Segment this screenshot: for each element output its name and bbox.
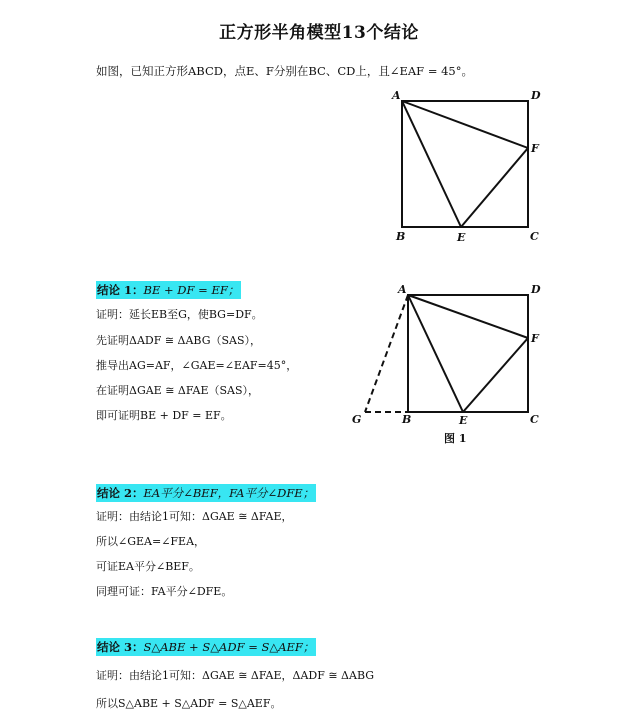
conclusion-1-formula: BE + DF = EF； <box>143 283 240 297</box>
figure-caption: 图 1 <box>444 432 467 445</box>
conclusion-2-line-2: 所以∠GEA=∠FEA， <box>96 535 206 548</box>
conclusion-1-line-3: 推导出AG=AF，∠GAE=∠EAF=45°， <box>96 359 298 372</box>
conclusion-1-heading <box>96 279 241 298</box>
label-f-2: F <box>531 332 539 345</box>
square-abcd-2 <box>408 295 528 412</box>
conclusion-1-label: 结论 1： <box>97 283 144 297</box>
intro-text: 如图，已知正方形ABCD，点E、F分别在BC、CD上，且∠EAF = 45°。 <box>96 64 473 78</box>
label-g-2: G <box>352 413 362 426</box>
label-b-1: B <box>396 230 406 243</box>
conclusion-3-label: 结论 3： <box>97 640 144 654</box>
conclusion-3-heading <box>96 636 316 655</box>
conclusion-2-heading <box>96 482 316 501</box>
conclusion-3-line-1: 证明：由结论1可知：ΔGAE ≅ ΔFAE，ΔADF ≅ ΔABG <box>96 669 375 682</box>
label-b-2: B <box>402 413 412 426</box>
label-d-2: D <box>531 283 541 296</box>
segment-ef-1 <box>461 148 528 227</box>
label-e-2: E <box>459 414 468 427</box>
page-title: 正方形半角模型13个结论 <box>219 23 419 43</box>
conclusion-1-line-2: 先证明ΔADF ≅ ΔABG（SAS）， <box>96 334 262 347</box>
conclusion-3-line-2: 所以S△ABE + S△ADF = S△AEF。 <box>96 697 282 710</box>
label-f-1: F <box>531 142 539 155</box>
figure-2 <box>365 295 528 412</box>
label-a-1: A <box>392 89 401 102</box>
conclusion-2-line-3: 可证EA平分∠BEF。 <box>96 560 200 573</box>
conclusion-2-label: 结论 2： <box>97 486 144 500</box>
label-d-1: D <box>531 89 541 102</box>
conclusion-1-line-5: 即可证明BE + DF = EF。 <box>96 409 232 422</box>
conclusion-1-line-1: 证明：延长EB至G，使BG=DF。 <box>96 308 263 321</box>
label-c-1: C <box>530 230 539 243</box>
conclusion-3-formula: S△ABE + S△ADF = S△AEF； <box>143 640 315 654</box>
conclusion-1-line-4: 在证明ΔGAE ≅ ΔFAE（SAS）， <box>96 384 260 397</box>
figure-1 <box>402 101 528 227</box>
label-a-2: A <box>398 283 407 296</box>
conclusion-2-line-1: 证明：由结论1可知：ΔGAE ≅ ΔFAE， <box>96 510 293 523</box>
conclusion-2-line-4: 同理可证：FA平分∠DFE。 <box>96 585 233 598</box>
segment-ag-dashed <box>365 295 408 412</box>
conclusion-2-formula: EA平分∠BEF，FA平分∠DFE； <box>143 486 315 500</box>
label-e-1: E <box>457 231 466 244</box>
label-c-2: C <box>530 413 539 426</box>
square-abcd-1 <box>402 101 528 227</box>
segment-ef-2 <box>463 338 528 412</box>
